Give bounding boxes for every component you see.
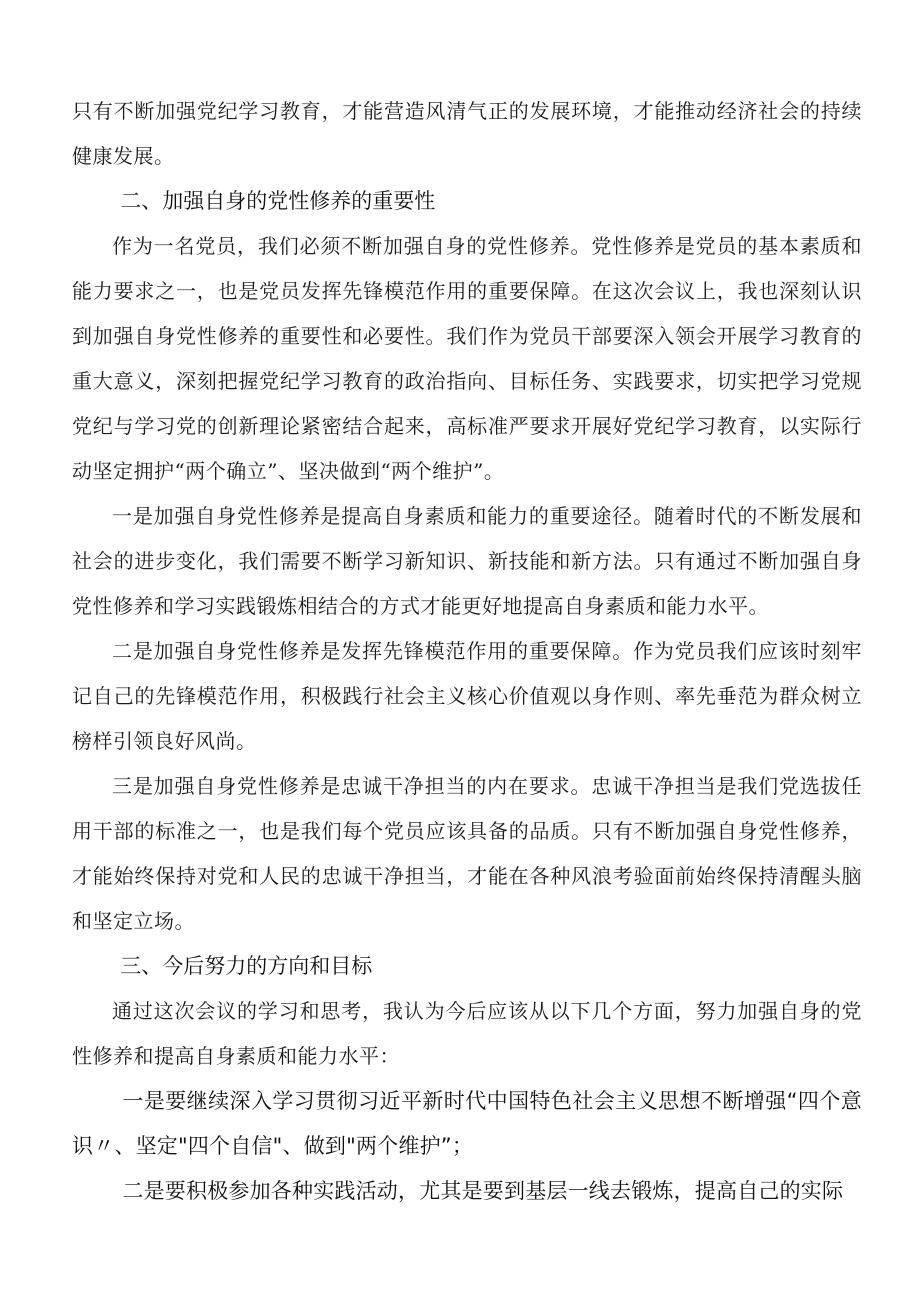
paragraph-party-cultivation: 作为一名党员，我们必须不断加强自身的党性修养。党性修养是党员的基本素质和能力要求之一，也是党员发挥先锋模范作用的重要保障。在这次会议上，我也深刻认识到加强自身党性修养的重要性和必要性。我们作为党员干部要深入领会开展学习教育的重大意义，深刻把握党纪学习教育的政治指向、目标任务、实践要求，切实把学习党规党纪与学习党的创新理论紧密结合起来，高标准严要求开展好党纪学习教育，以实际行动坚定拥护“两个确立”、坚决做到“两个维护”。 xyxy=(72,234,862,483)
paragraph-future-directions: 通过这次会议的学习和思考，我认为今后应该从以下几个方面，努力加强自身的党性修养和提高自身素质和能力水平： xyxy=(72,999,862,1068)
section-heading-3: 三、今后努力的方向和目标 xyxy=(120,954,373,978)
section-heading-2: 二、加强自身的党性修养的重要性 xyxy=(120,189,436,213)
paragraph-goal-two: 二是要积极参加各种实践活动，尤其是要到基层一线去锻炼，提高自己的实际 xyxy=(122,1179,844,1203)
paragraph-continuation: 只有不断加强党纪学习教育，才能营造风清气正的发展环境，才能推动经济社会的持续健康发展。 xyxy=(72,99,862,168)
document-body xyxy=(72,89,862,1214)
paragraph-goal-one: 一是要继续深入学习贯彻习近平新时代中国特色社会主义思想不断增强“四个意识〃、坚定"四个自信"、做到"两个维护”； xyxy=(72,1089,862,1158)
paragraph-point-two: 二是加强自身党性修养是发挥先锋模范作用的重要保障。作为党员我们应该时刻牢记自己的先锋模范作用，积极践行社会主义核心价值观以身作则、率先垂范为群众树立榜样引领良好风尚。 xyxy=(72,639,862,753)
paragraph-point-one: 一是加强自身党性修养是提高自身素质和能力的重要途径。随着时代的不断发展和社会的进步变化，我们需要不断学习新知识、新技能和新方法。只有通过不断加强自身党性修养和学习实践锻炼相结合的方式才能更好地提高自身素质和能力水平。 xyxy=(72,504,862,618)
paragraph-point-three: 三是加强自身党性修养是忠诚干净担当的内在要求。忠诚干净担当是我们党选拔任用干部的标准之一，也是我们每个党员应该具备的品质。只有不断加强自身党性修养，才能始终保持对党和人民的忠诚干净担当，才能在各种风浪考验面前始终保持清醒头脑和坚定立场。 xyxy=(72,774,862,933)
